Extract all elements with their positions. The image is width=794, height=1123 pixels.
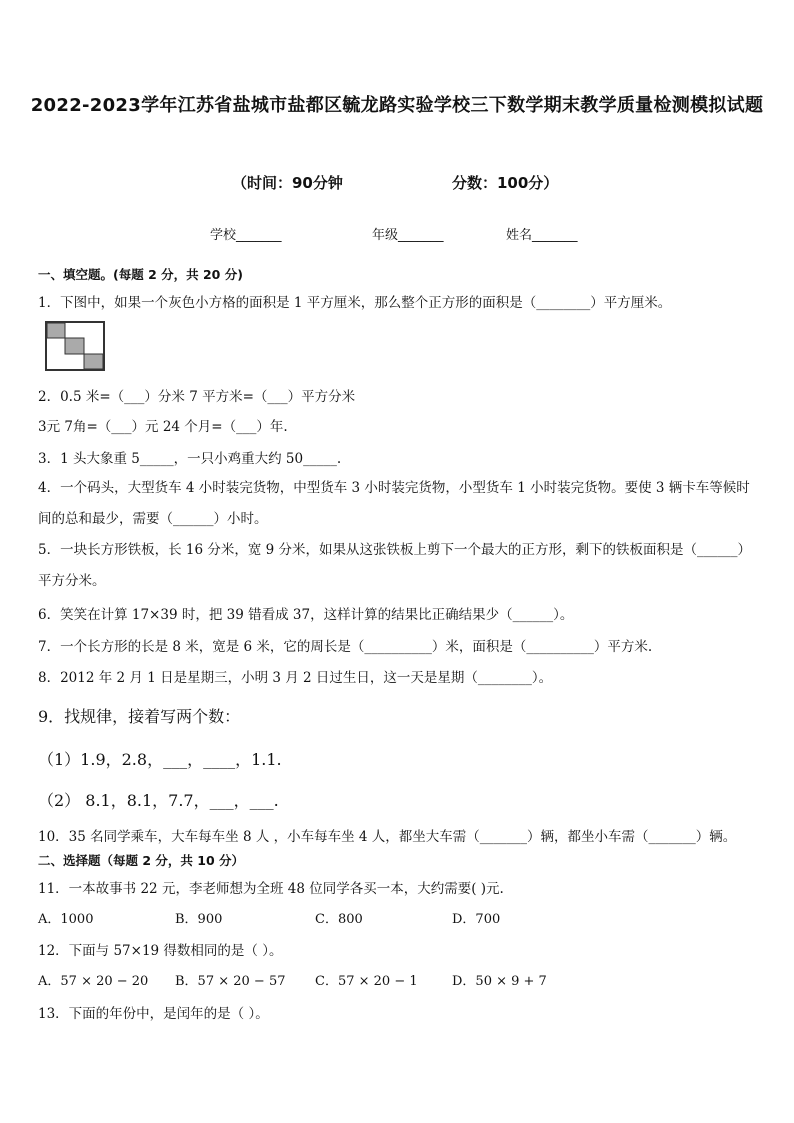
option-b[interactable]: B．900 — [175, 912, 223, 927]
grid-square-figure — [45, 321, 105, 371]
question-9-part-1: （1）1.9，2.8，___，____，1.1. — [38, 750, 282, 769]
name-field[interactable]: 姓名_______ — [506, 228, 578, 243]
option-c[interactable]: C．57 × 20 − 1 — [315, 974, 418, 989]
exam-score: 分数：100分） — [452, 174, 559, 192]
option-d[interactable]: D．700 — [452, 912, 501, 927]
section-multiple-choice: 二、选择题（每题 2 分，共 10 分） — [38, 853, 245, 868]
question-12: 12．下面与 57×19 得数相同的是（ ）。 — [38, 943, 283, 959]
option-d[interactable]: D．50 × 9 + 7 — [452, 974, 547, 989]
question-8: 8．2012 年 2 月 1 日是星期三，小明 3 月 2 日过生日，这一天是星期（________）。 — [38, 670, 553, 686]
gray-cell — [65, 338, 84, 354]
option-a[interactable]: A．1000 — [38, 912, 94, 927]
question-11: 11．一本故事书 22 元，李老师想为全班 48 位同学各买一本，大约需要( )元. — [38, 881, 504, 897]
question-9-part-2: （2） 8.1，8.1，7.7，___，___. — [38, 791, 279, 810]
section-fill-in: 一、填空题。(每题 2 分，共 20 分) — [38, 267, 243, 282]
question-2b: 3元 7角=（___）元 24 个月=（___）年. — [38, 419, 288, 435]
school-field[interactable]: 学校_______ — [210, 228, 282, 243]
gray-cell — [47, 323, 65, 338]
question-3: 3．1 头大象重 5_____，一只小鸡重大约 50_____. — [38, 451, 342, 467]
option-a[interactable]: A．57 × 20 − 20 — [38, 974, 149, 989]
page-title: 2022-2023学年江苏省盐城市盐都区毓龙路实验学校三下数学期末教学质量检测模拟试题 — [30, 95, 764, 116]
question-9: 9．找规律，接着写两个数： — [38, 707, 241, 726]
question-10: 10．35 名同学乘车，大车每车坐 8 人 ，小车每车坐 4 人，都坐大车需（_______）辆，都坐小车需（_______）辆。 — [38, 829, 737, 845]
question-2a: 2．0.5 米=（___）分米 7 平方米=（___）平方分米 — [38, 389, 356, 405]
question-13: 13．下面的年份中，是闰年的是（ ）。 — [38, 1006, 269, 1022]
question-7: 7．一个长方形的长是 8 米，宽是 6 米，它的周长是（__________）米，面积是（__________）平方米. — [38, 639, 653, 655]
question-4: 4．一个码头，大型货车 4 小时装完货物，中型货车 3 小时装完货物，小型货车 1 小时装完货物。要使 3 辆卡车等候时间的总和最少，需要（______）小时。 — [38, 480, 750, 527]
question-6: 6．笑笑在计算 17×39 时，把 39 错看成 37，这样计算的结果比正确结果少（______）。 — [38, 607, 574, 623]
option-c[interactable]: C．800 — [315, 912, 363, 927]
question-1: 1．下图中，如果一个灰色小方格的面积是 1 平方厘米，那么整个正方形的面积是（________）平方厘米。 — [38, 295, 672, 311]
question-5: 5．一块长方形铁板，长 16 分米，宽 9 分米，如果从这张铁板上剪下一个最大的正方形，剩下的铁板面积是（______）平方分米。 — [38, 542, 752, 589]
gray-cell — [84, 354, 103, 369]
grade-field[interactable]: 年级_______ — [372, 228, 444, 243]
exam-time: （时间：90分钟 — [232, 174, 343, 192]
option-b[interactable]: B．57 × 20 − 57 — [175, 974, 286, 989]
